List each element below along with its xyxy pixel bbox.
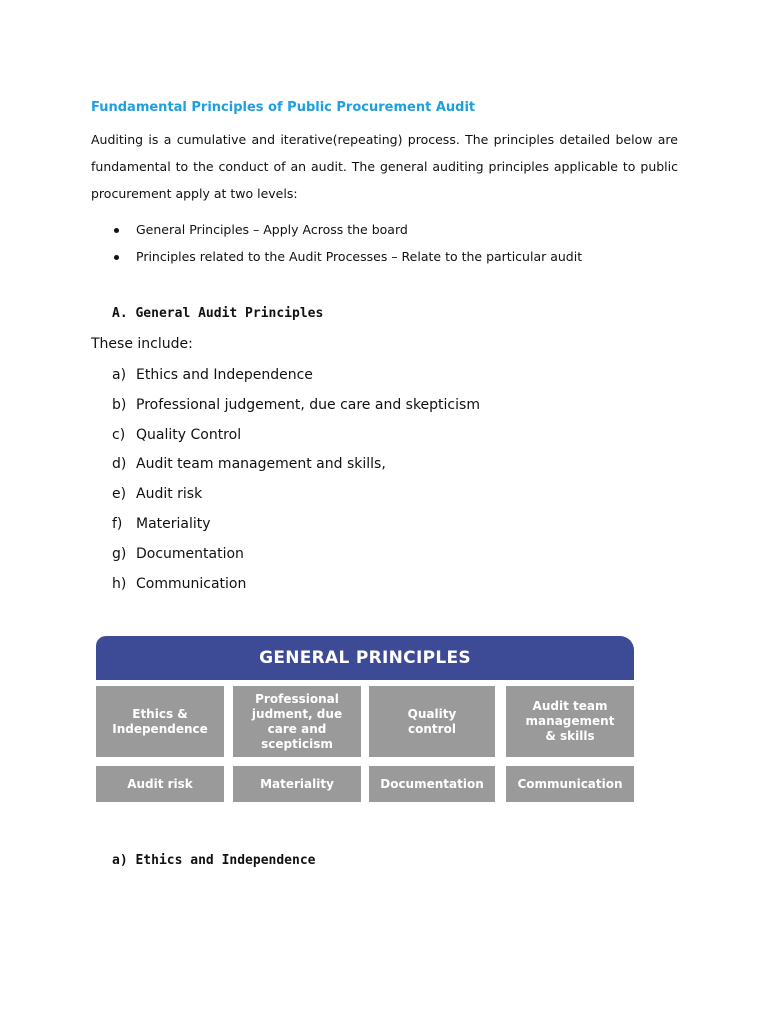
these-include-text: These include: [91,336,193,352]
list-item: d) Audit team management and skills, [112,456,386,473]
list-item: g) Documentation [112,545,244,562]
intro-line: Auditing is a cumulative and iterative(repeating) process. The principles detailed below are [91,132,678,147]
intro-paragraph [91,126,678,207]
principle-cell-quality-control: Quality control [369,686,495,757]
list-item: Principles related to the Audit Processes – Relate to the particular audit [112,246,582,273]
list-item: h) Communication [112,575,247,592]
intro-line: procurement apply at two levels: [91,186,298,201]
bullet-icon [114,228,119,233]
list-item: e) Audit risk [112,486,203,503]
bullet-icon [114,255,119,260]
principle-cell-documentation: Documentation [369,766,495,802]
section-heading: A. General Audit Principles [112,306,324,321]
levels-list [112,219,582,273]
list-item: b) Professional judgement, due care and skepticism [112,396,480,413]
intro-line: fundamental to the conduct of an audit. The general auditing principles applicable to public [91,159,678,174]
principle-cell-professional-judgement: Professional judment, due care and scepticism [233,686,361,757]
principle-cell-ethics: Ethics & Independence [96,686,224,757]
subsection-heading: a) Ethics and Independence [112,853,316,868]
list-item: f) Materiality [112,515,211,532]
document-title: Fundamental Principles of Public Procurement Audit [91,100,476,115]
list-item: a) Ethics and Independence [112,367,313,383]
list-item: c) Quality Control [112,426,242,443]
diagram-header: GENERAL PRINCIPLES [96,636,634,680]
principle-cell-communication: Communication [506,766,634,802]
principle-cell-audit-risk: Audit risk [96,766,224,802]
general-principles-diagram [96,636,634,804]
principle-cell-materiality: Materiality [233,766,361,802]
list-item: General Principles – Apply Across the board [112,219,582,246]
principles-list [112,363,480,601]
principle-cell-audit-team: Audit team management & skills [506,686,634,757]
